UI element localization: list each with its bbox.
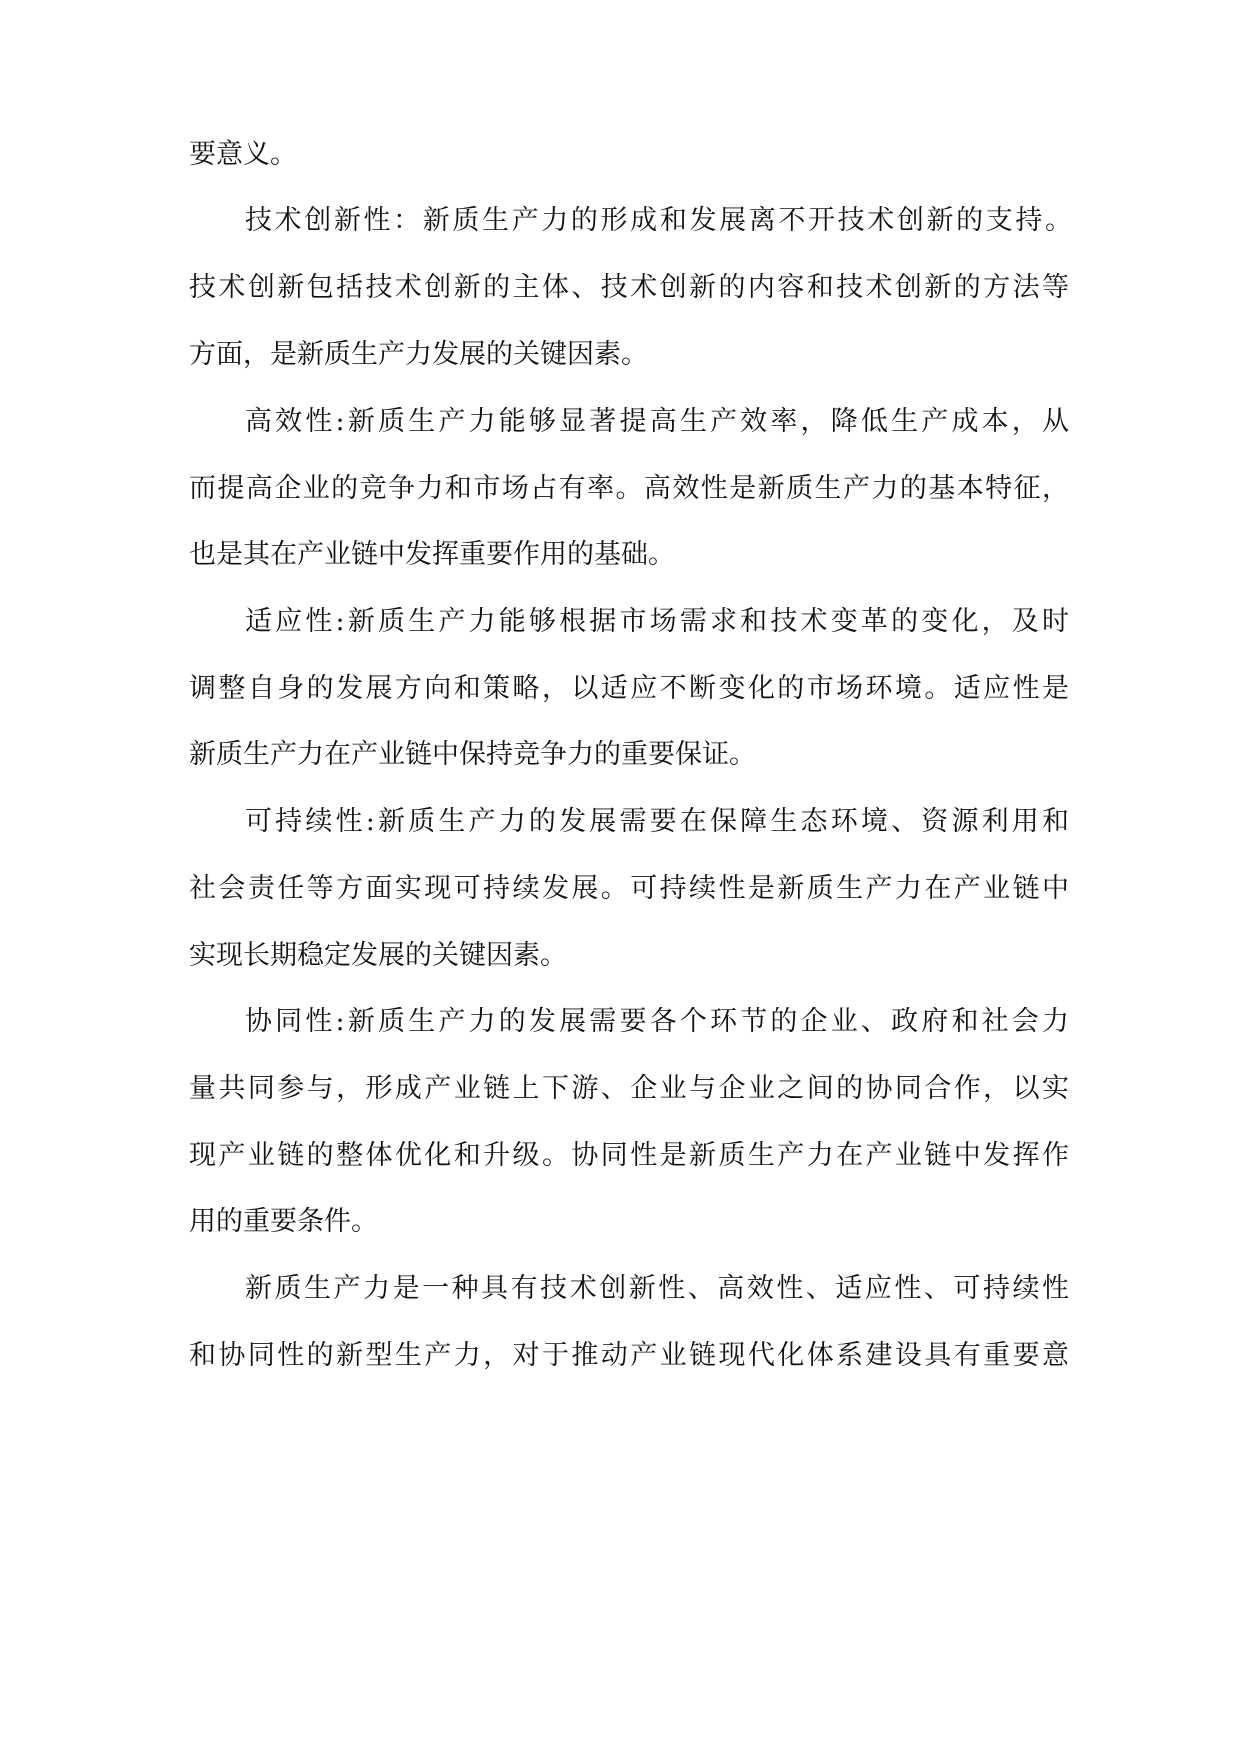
text-line: 新质生产力在产业链中保持竞争力的重要保证。	[189, 739, 756, 770]
text-line: 现产业链的整体优化和升级。协同性是新质生产力在产业链中发挥作	[189, 1140, 1069, 1171]
text-line: 也是其在产业链中发挥重要作用的基础。	[189, 539, 675, 570]
text-line: 方面，是新质生产力发展的关键因素。	[189, 339, 648, 370]
text-line: 技术创新包括技术创新的主体、技术创新的内容和技术创新的方法等	[189, 272, 1069, 303]
text-line: 量共同参与，形成产业链上下游、企业与企业之间的协同合作，以实	[189, 1073, 1069, 1104]
text-line: 和协同性的新型生产力，对于推动产业链现代化体系建设具有重要意	[189, 1340, 1069, 1371]
paragraph-first-line: 适应性:新质生产力能够根据市场需求和技术变革的变化，及时	[245, 606, 1069, 637]
text-line: 社会责任等方面实现可持续发展。可持续性是新质生产力在产业链中	[189, 873, 1069, 904]
paragraph-first-line: 技术创新性：新质生产力的形成和发展离不开技术创新的支持。	[245, 205, 1072, 236]
text-line: 要意义。	[189, 139, 297, 170]
paragraph-first-line: 可持续性:新质生产力的发展需要在保障生态环境、资源利用和	[245, 806, 1069, 837]
text-line: 调整自身的发展方向和策略，以适应不断变化的市场环境。适应性是	[189, 673, 1069, 704]
paragraph-first-line: 协同性:新质生产力的发展需要各个环节的企业、政府和社会力	[245, 1006, 1069, 1037]
paragraph-first-line: 高效性:新质生产力能够显著提高生产效率，降低生产成本，从	[245, 406, 1069, 437]
text-line: 用的重要条件。	[189, 1206, 378, 1237]
text-line: 实现长期稳定发展的关键因素。	[189, 940, 567, 971]
paragraph-first-line: 新质生产力是一种具有技术创新性、高效性、适应性、可持续性	[245, 1273, 1069, 1304]
text-line: 而提高企业的竞争力和市场占有率。高效性是新质生产力的基本特征，	[189, 473, 1069, 504]
